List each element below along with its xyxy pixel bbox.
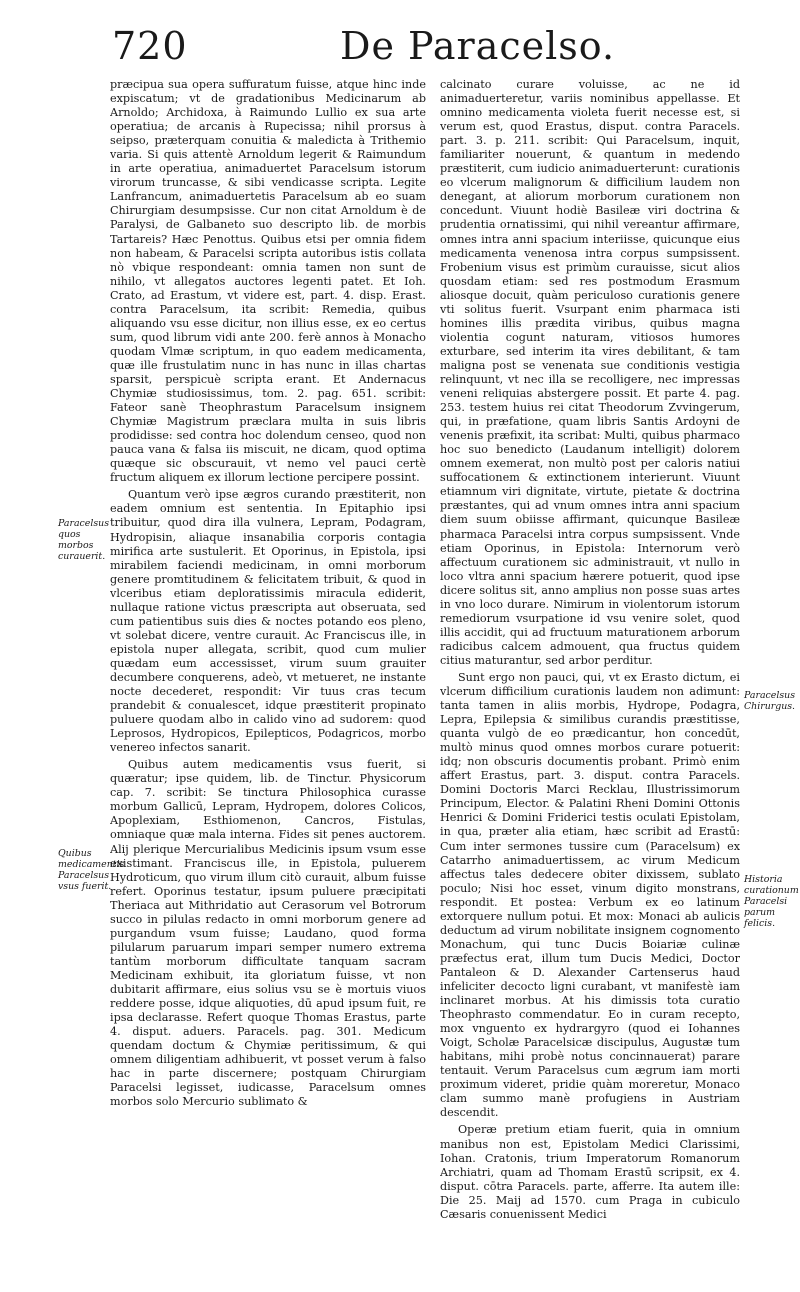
margin-note-medicaments: Quibus medicamentis Paracelsus vsus fuerit.	[58, 848, 125, 892]
right-paragraph-2: Sunt ergo non pauci, qui, vt ex Erasto dictum, ei vlcerum difficilium curationis laudem non adimunt: tanta tamen in aliis morbis, Hydrope, Podagra, Lepra, Epilepsia & similibus curandis præstitisse, quanta vulgò de eo prædicantur, hon concedūt, multò minus quod omnes morbos curare potuerit: idq; non obscuris documentis probant. Primò enim affert Erastus, part. 3. disput. contra Paracels. Domini Doctoris Marci Recklau, Illustrissimorum Principum, Elector. & Palatini Rheni Domini Ottonis Henrici & Domini Friderici testis oculati Epistolam, in qua, præter alia etiam, hæc scribit ad Erastū: Cum inter sermones tussire cum (Paracelsum) ex Catarrho animaduertissem, ac virum Medicum affectus tales dedecere obiter dixissem, sublato poculo; Nisi hoc esset, vinum digito monstrans, respondit. Et postea: Verbum ex eo latinum extorquere nullum potui. Et mox: Monaci ab aulicis deductum ad virum nobilitate insignem cognomento Monachum, qui tunc Ducis Boiariæ culinæ præfectus erat, illum tum Ducis Medici, Doctor Pantaleon & D. Alexander Cartenserus haud infeliciter decocto ligni curabant, vt manifestè iam inclinaret morbus. At his dimissis tota curatio Theophrasto commendatur. Eo in curam recepto, mox vnguento ex hydrargyro (quod ei Iohannes Voigt, Scholæ Paracelsicæ discipulus, Augustæ tum habitans, mihi probè notus concinnauerat) parare tentauit. Verum Paracelsus cum ægrum iam morti proximum videret, pridie quàm moreretur, Monaco clam summo manè profugiens in Austriam descendit.	[440, 670, 740, 1120]
left-column	[110, 78, 426, 1284]
right-column	[440, 78, 740, 1284]
left-paragraph-3: Quibus autem medicamentis vsus fuerit, si quæratur; ipse quidem, lib. de Tinctur. Physicorum cap. 7. scribit: Se tinctura Philosophica curasse morbum Gallicū, Lepram, Hydropem, dolores Colicos, Apoplexiam, Esthiomenon, Cancros, Fistulas, omniaque quæ mala interna. Fides sit penes auctorem. Alij plerique Mercurialibus Medicinis ipsum vsum esse existimant. Franciscus ille, in Epistola, puluerem Hydroticum, quo virum illum citò curauit, album fuisse refert. Oporinus testatur, ipsum puluere præcipitati Theriaca aut Mithridatio aut Cerasorum vel Botrorum succo in pilulas redacto in omni morborum genere ad purgandum vsum fuisse; Laudano, quod forma pilularum paruarum impari semper numero extrema tantùm morborum difficultate tanquam sacram Medicinam exhibuit, ita gloriatum fuisse, vt non dubitarit affirmare, eius solius vsu se è mortuis viuos reddere posse, idque aliquoties, dū apud ipsum fuit, re ipsa declarasse. Refert quoque Thomas Erastus, parte 4. disput. aduers. Paracels. pag. 301. Medicum quendam doctum & Chymiæ peritissimum, & qui omnem diligentiam adhibuerit, vt posset verum à falso hac in parte discernere; postquam Chirurgiam Paracelsi legisset, iudicasse, Paracelsum omnes morbos solo Mercurio sublimato &	[110, 758, 426, 1109]
running-title: De Paracelso.	[340, 24, 616, 68]
left-paragraph-1: præcipua sua opera suffuratum fuisse, atque hinc inde expiscatum; vt de gradationibus Medicinarum ab Arnoldo; Archidoxa, à Raimundo Lullio ex sua arte operatiua; de arcanis à Rupecissa; nihil prorsus à seipso, præterquam conuitia & maledicta à Trithemio varia. Si quis attentè Arnoldum legerit & Raimundum in arte operatiua, animaduertet Paracelsum istorum virorum truncasse, & sibi vendicasse scripta. Legite Lanfrancum, animaduertetis Paracelsum ab eo suam Chirurgiam desumpsisse. Cur non citat Arnoldum è de Paralysi, de Galbaneto suo descripto lib. de morbis Tartareis? Hæc Penottus. Quibus etsi per omnia fidem non habeam, & Paracelsi scripta autoribus istis collata nò vbique respondeant: omnia tamen non sunt de nihilo, vt allegatos auctores legenti patet. Et Ioh. Crato, ad Erastum, vt videre est, part. 4. disp. Erast. contra Paracelsum, ita scribit: Remedia, quibus aliquando vsu esse dicitur, non illius esse, ex eo certus sum, quod librum vidi ante 200. ferè annos à Monacho quodam Vlmæ scriptum, in quo eadem medicamenta, quæ ille frustulatim nunc in has nunc in illas chartas sparsit, perspicuè scripta erant. Et Andernacus Chymiæ studiosissimus, tom. 2. pag. 651. scribit: Fateor sanè Theophrastum Paracelsum insignem Chymiæ Magistrum præclara multa in suis libris prodidisse: sed contra hoc dolendum censeo, quod non pauca vana & falsa iis miscuit, ne dicam, quod optima quæque sic obscurauit, vt nemo vel pauci certè fructum aliquem ex illorum lectione percipere possint.	[110, 78, 426, 485]
right-paragraph-3: Operæ pretium etiam fuerit, quia in omnium manibus non est, Epistolam Medici Clarissimi, Iohan. Cratonis, trium Imperatorum Romanorum Archiatri, quam ad Thomam Erastū scripsit, ex 4. disput. cōtra Paracels. parte, afferre. Ita autem ille: Die 25. Maij ad 1570. cum Praga in cubiculo Cæsaris conuenissent Medici	[440, 1123, 740, 1221]
left-paragraph-2: Quantum verò ipse ægros curando præstiterit, non eadem omnium est sententia. In Epitaphio ipsi tribuitur, quod dira illa vulnera, Lepram, Podagram, Hydropisin, aliaque insanabilia corporis contagia mirifica arte sustulerit. Et Oporinus, in Epistola, ipsi mirabilem faciendi medicinam, in omni morborum genere promtitudinem & felicitatem tribuit, & quod in vlceribus etiam deploratissimis miracula ediderit, nullaque ratione victus præscripta aut obseruata, sed cum patientibus suis dies & noctes potando eos pleno, vt solebat dicere, ventre curauit. Ac Franciscus ille, in epistola nuper allegata, scribit, quod cum mulier quædam eum accessisset, virum suum grauiter decumbere conquerens, adeò, vt metueret, ne instante nocte decederet, respondit: Vir tuus cras tecum prandebit & conualescet, idque præstiterit propinato puluere quodam albo in calido vino ad sudorem: quod Leprosos, Hydropicos, Epilepticos, Podagricos, morbo venereo infectos sanarit.	[110, 488, 426, 755]
right-paragraph-1: calcinato curare voluisse, ac ne id animaduerteretur, variis nominibus appellasse. Et omnino medicamenta violeta fuerit necesse est, si verum est, quod Erastus, disput. contra Paracels. part. 3. p. 211. scribit: Qui Paracelsum, inquit, familiariter nouerunt, & quantum in medendo præstiterit, cum iudicio animaduerterunt: curationis eo vlcerum malignorum & difficilium laudem non denegant, at aliorum morborum curationem non concedunt. Viuunt hodiè Basileæ viri doctrina & prudentia ornatissimi, qui nihil vereantur affirmare, omnes intra anni spacium interiisse, quicunque eius medicamenta venenosa intra corpus sumpsissent. Frobenium visus est primùm curauisse, sicut alios quosdam etiam: sed res postmodum Erasmum aliosque docuit, quàm periculoso curationis genere vti solitus fuerit. Vsurpant enim pharmaca isti homines illis prædita viribus, quibus magna violentia cogunt naturam, vitiosos humores exturbare, sed interim ita vires debilitant, & tam maligna post se venenata sue conditionis vestigia relinquunt, vt nec illa se recolligere, nec impressas veneni reliquias abstergere possit. Et parte 4. pag. 253. testem huius rei citat Theodorum Zvvingerum, qui, in præfatione, quam libris Santis Ardoyni de venenis præfixit, ita scribat: Multi, quibus pharmaco hoc suo benedicto (Laudanum intelligit) dolorem omnem exemerat, non multò post per caloris natiui suffocationem & extinctionem interierunt. Viuunt etiamnum viri dignitate, virtute, pietate & doctrina præstantes, qui ad vnum omnes intra anni spacium diem suum obiisse affirmant, quicunque Basileæ pharmaca Paracelsi intra corpus sumpsissent. Vnde etiam Oporinus, in Epistola: Internorum verò affectuum curationem sic administrauit, vt nullo in loco vltra anni spacium hærere potuerit, quod ipse dicere solitus sit, anno amplius non posse suas artes in vno loco durare. Nimirum in violentorum istorum remediorum vsurpatione id vsu venire solet, quod illis accidit, qui ad fructuum maturationem arborum radicibus calcem admouent, qua fructus quidem citius maturantur, sed arbor perditur.	[440, 78, 740, 667]
margin-note-history: Historia curationum Paracelsi parum felicis.	[744, 874, 799, 929]
margin-note-surgeon: Paracelsus Chirurgus.	[744, 690, 796, 712]
page-number: 720	[112, 24, 188, 68]
margin-note-cures: Paracelsus quos morbos curauerit.	[58, 518, 110, 562]
